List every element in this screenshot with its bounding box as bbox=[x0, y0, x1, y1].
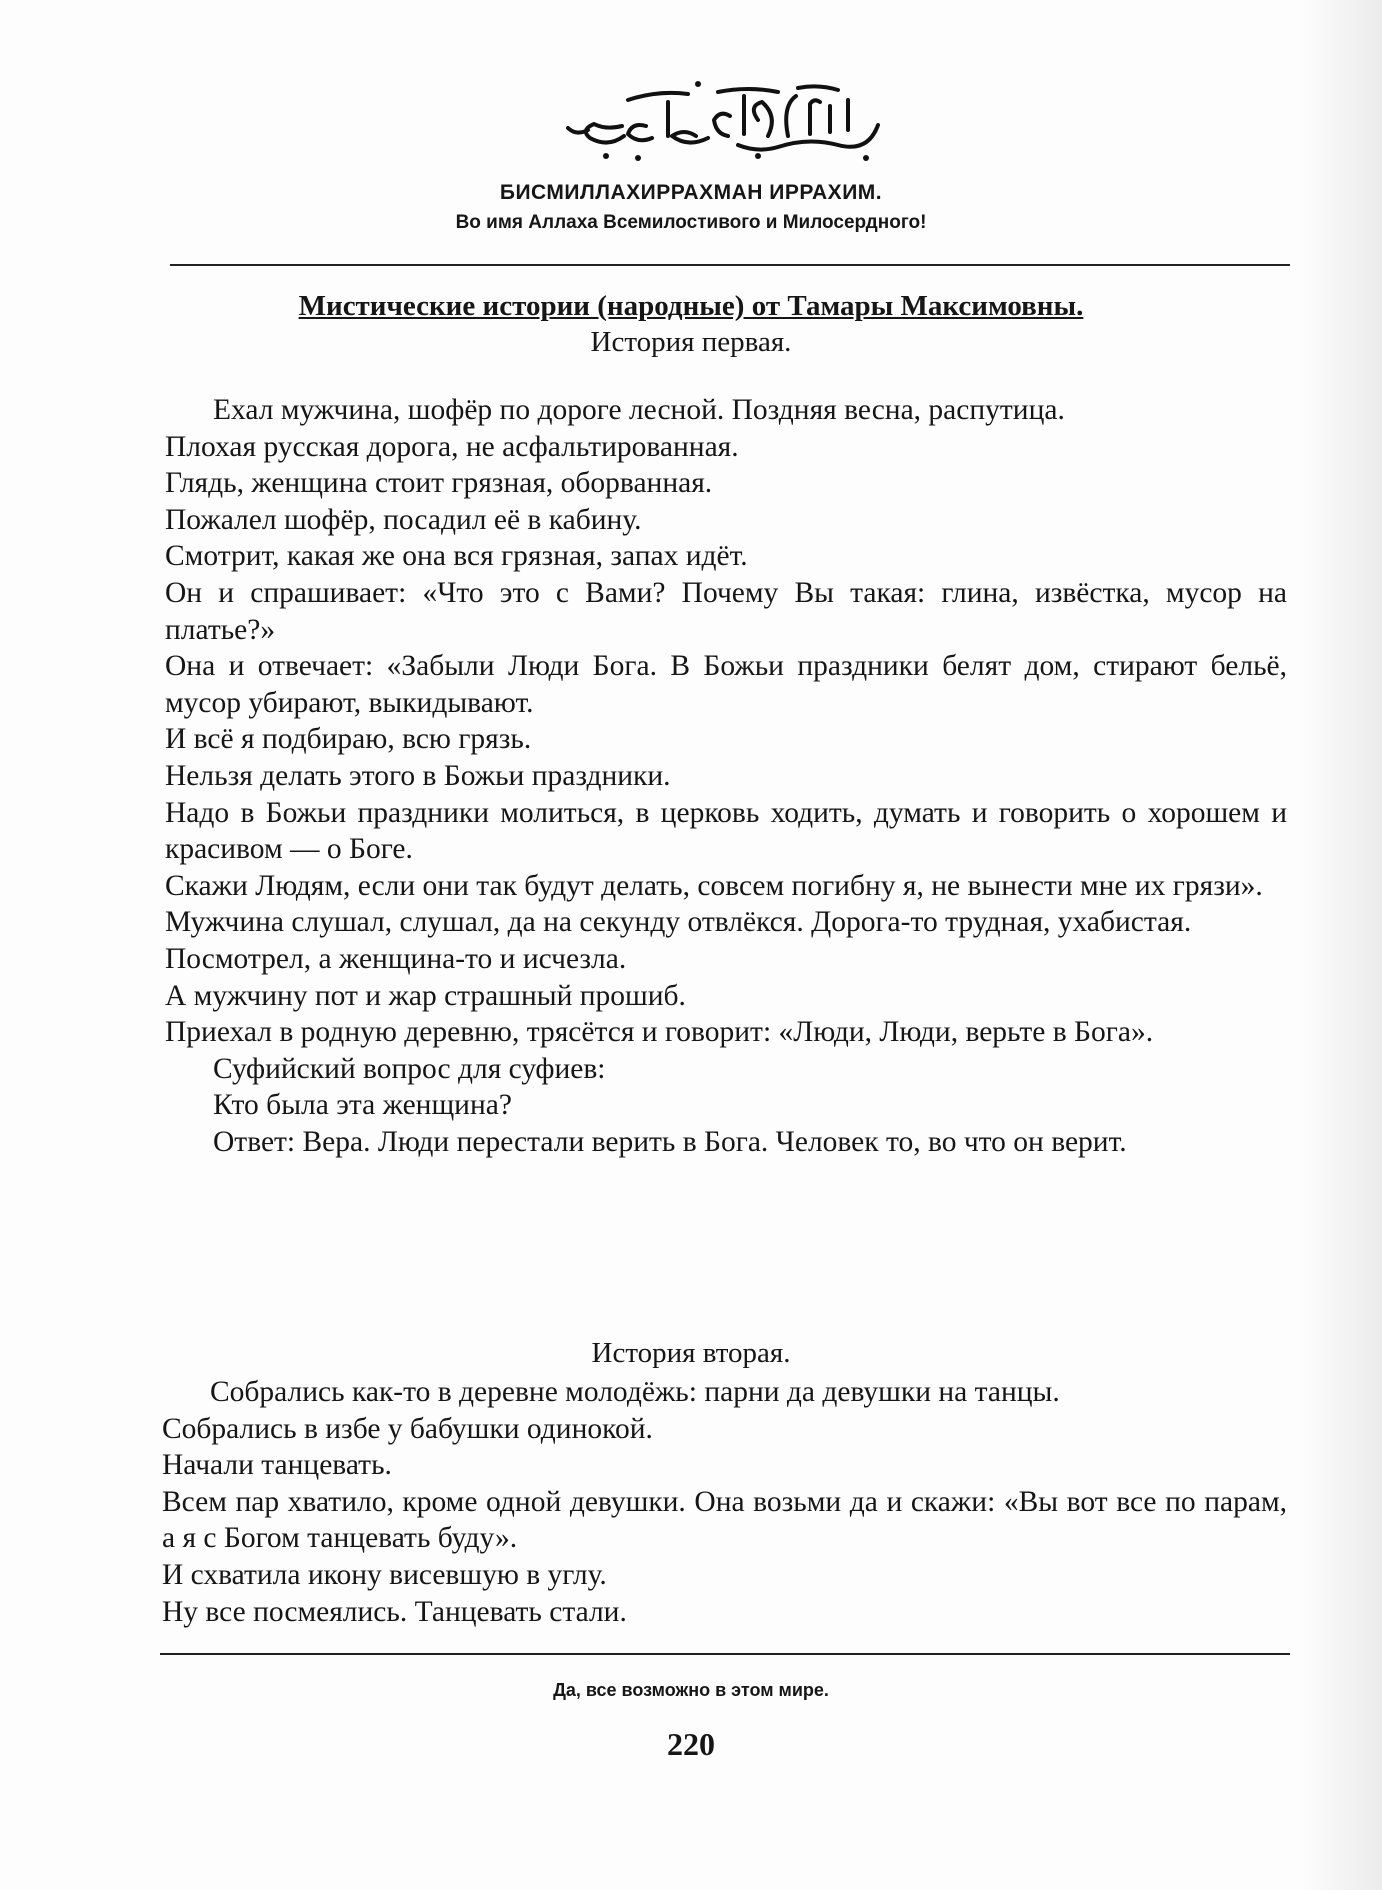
paragraph: Скажи Людям, если они так будут делать, совсем погибну я, не вынести мне их грязи». bbox=[165, 869, 1263, 902]
basmala-calligraphy-image bbox=[548, 70, 908, 170]
paragraph: Ответ: Вера. Люди перестали верить в Бога. Человек то, во что он верит. bbox=[213, 1125, 1127, 1158]
bottom-divider bbox=[160, 1653, 1290, 1655]
paragraph: Она и отвечает: «Забыли Люди Бога. В Божьи праздники белят дом, стирают бельё, мусор убирают, выкидывают. bbox=[165, 650, 1287, 719]
paragraph: И схватила икону висевшую в углу. bbox=[162, 1558, 607, 1591]
paragraph: Нельзя делать этого в Божьи праздники. bbox=[165, 759, 671, 792]
paragraph: Ехал мужчина, шофёр по дороге лесной. Поздняя весна, распутица. bbox=[213, 394, 1065, 426]
paragraph: Посмотрел, а женщина-то и исчезла. bbox=[165, 942, 627, 975]
top-divider bbox=[170, 264, 1290, 266]
page-number: 220 bbox=[667, 1726, 715, 1762]
paragraph: Суфийский вопрос для суфиев: bbox=[213, 1052, 606, 1085]
paragraph: Пожалел шофёр, посадил её в кабину. bbox=[165, 503, 642, 536]
basmala-title: БИСМИЛЛАХИРРАХМАН ИРРАХИМ. bbox=[499, 181, 883, 204]
paragraph: Смотрит, какая же она вся грязная, запах идёт. bbox=[165, 540, 748, 573]
paragraph: Ну все посмеялись. Танцевать стали. bbox=[162, 1595, 627, 1628]
story-two-title: История вторая. bbox=[591, 1337, 791, 1369]
paragraph: И всё я подбираю, всю грязь. bbox=[165, 723, 532, 756]
paragraph: Глядь, женщина стоит грязная, оборванная. bbox=[165, 467, 713, 500]
basmala-subtitle: Во имя Аллаха Всемилостивого и Милосердного! bbox=[455, 212, 927, 233]
footer-quote: Да, все возможно в этом мире. bbox=[553, 1680, 829, 1700]
story-one-title: История первая. bbox=[590, 326, 792, 358]
page-edge-shadow bbox=[1302, 0, 1382, 1890]
paragraph: Всем пар хватило, кроме одной девушки. Она возьми да и скажи: «Вы вот все по парам, а я с Богом танцевать буду». bbox=[162, 1485, 1287, 1555]
paragraph: Кто была эта женщина? bbox=[213, 1089, 512, 1122]
paragraph: Собрались в избе у бабушки одинокой. bbox=[162, 1412, 653, 1445]
paragraph: Собрались как-то в деревне молодёжь: парни да девушки на танцы. bbox=[210, 1376, 1060, 1408]
story-one-body bbox=[165, 392, 1287, 1160]
paragraph: Приехал в родную деревню, трясётся и говорит: «Люди, Люди, верьте в Бога». bbox=[165, 1016, 1154, 1049]
paragraph: Он и спрашивает: «Что это с Вами? Почему Вы такая: глина, извёстка, мусор на платье?» bbox=[165, 576, 1287, 646]
paragraph: Начали танцевать. bbox=[162, 1449, 392, 1482]
paragraph: А мужчину пот и жар страшный прошиб. bbox=[165, 979, 686, 1012]
story-two-body bbox=[162, 1374, 1287, 1630]
paragraph: Мужчина слушал, слушал, да на секунду отвлёкся. Дорога-то трудная, ухабистая. bbox=[165, 906, 1192, 939]
paragraph: Надо в Божьи праздники молиться, в церковь ходить, думать и говорить о хорошем и красивом — о Боге. bbox=[165, 796, 1287, 866]
article-title: Мистические истории (народные) от Тамары Максимовны. bbox=[298, 290, 1084, 322]
paragraph: Плохая русская дорога, не асфальтированная. bbox=[165, 430, 739, 463]
